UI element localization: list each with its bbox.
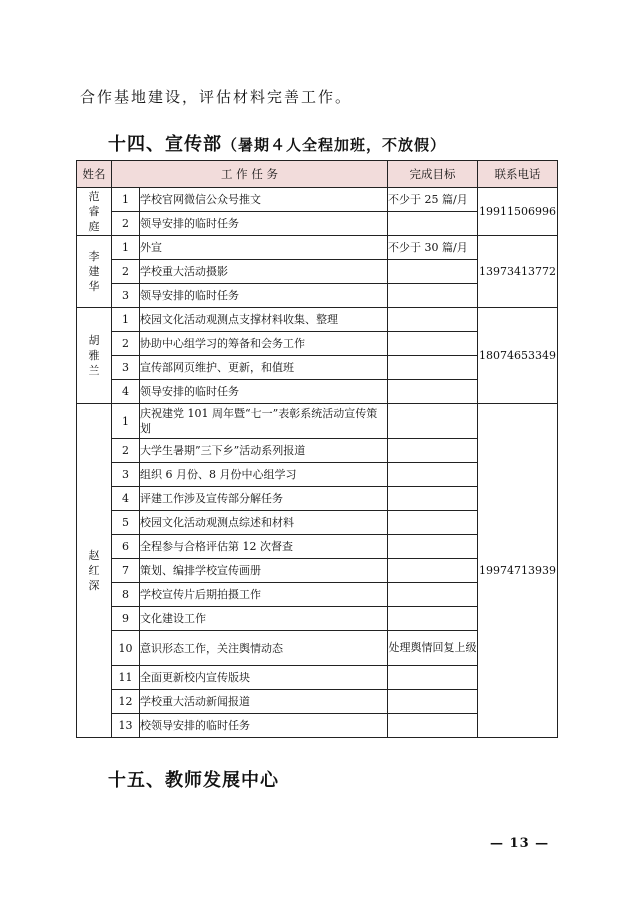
task-description: 领导安排的临时任务 [140, 380, 388, 404]
task-number: 11 [112, 666, 140, 690]
task-number: 1 [112, 236, 140, 260]
task-description: 大学生暑期”三下乡”活动系列报道 [140, 439, 388, 463]
task-target: 处理舆情回复上级 [388, 631, 478, 666]
task-number: 5 [112, 511, 140, 535]
task-target [388, 690, 478, 714]
contact-phone: 13973413772 [478, 236, 558, 308]
task-number: 6 [112, 535, 140, 559]
person-name [77, 404, 112, 738]
task-target [388, 284, 478, 308]
task-description: 庆祝建党 101 周年暨“七一”表彰系统活动宣传策划 [140, 404, 388, 439]
task-description: 协助中心组学习的筹备和会务工作 [140, 332, 388, 356]
task-description: 学校重大活动摄影 [140, 260, 388, 284]
person-name [77, 188, 112, 236]
task-target [388, 583, 478, 607]
table-header-row [77, 161, 558, 188]
section-14-heading [108, 130, 446, 156]
task-description: 领导安排的临时任务 [140, 212, 388, 236]
task-target [388, 439, 478, 463]
task-description: 评建工作涉及宣传部分解任务 [140, 487, 388, 511]
task-description: 策划、编排学校宣传画册 [140, 559, 388, 583]
header-phone: 联系电话 [478, 161, 558, 188]
task-target [388, 559, 478, 583]
task-number: 10 [112, 631, 140, 666]
task-number: 2 [112, 212, 140, 236]
contact-phone: 18074653349 [478, 308, 558, 404]
task-description: 外宣 [140, 236, 388, 260]
task-target [388, 260, 478, 284]
task-description: 学校宣传片后期拍摄工作 [140, 583, 388, 607]
task-number: 1 [112, 188, 140, 212]
person-name [77, 236, 112, 308]
task-target: 不少于 25 篇/月 [388, 188, 478, 212]
task-target [388, 404, 478, 439]
intro-paragraph: 合作基地建设，评估材料完善工作。 [80, 88, 353, 106]
task-number: 2 [112, 260, 140, 284]
section-15-heading: 十五、教师发展中心 [108, 770, 279, 791]
section-14-title: 十四、宣传部 [108, 134, 222, 155]
person-name-text: 范睿庭 [88, 190, 100, 233]
section-14-subtitle: （暑期４人全程加班，不放假） [222, 136, 447, 154]
task-number: 2 [112, 332, 140, 356]
task-target [388, 487, 478, 511]
task-number: 1 [112, 404, 140, 439]
task-target [388, 535, 478, 559]
contact-phone: 19974713939 [478, 404, 558, 738]
contact-phone: 19911506996 [478, 188, 558, 236]
task-description: 组织 6 月份、8 月份中心组学习 [140, 463, 388, 487]
task-description: 全面更新校内宣传版块 [140, 666, 388, 690]
task-description: 校园文化活动观测点综述和材料 [140, 511, 388, 535]
task-number: 3 [112, 463, 140, 487]
task-description: 文化建设工作 [140, 607, 388, 631]
header-target: 完成目标 [388, 161, 478, 188]
task-target [388, 511, 478, 535]
task-description: 宣传部网页维护、更新，和值班 [140, 356, 388, 380]
task-number: 2 [112, 439, 140, 463]
task-number: 3 [112, 356, 140, 380]
table-row [77, 236, 558, 260]
page-number: — 13 — [490, 836, 550, 851]
task-description: 学校官网微信公众号推文 [140, 188, 388, 212]
duty-table-body [77, 188, 558, 738]
task-description: 领导安排的临时任务 [140, 284, 388, 308]
task-number: 3 [112, 284, 140, 308]
task-target [388, 380, 478, 404]
task-description: 学校重大活动新闻报道 [140, 690, 388, 714]
task-number: 4 [112, 487, 140, 511]
task-number: 13 [112, 714, 140, 738]
header-task: 工 作 任 务 [112, 161, 388, 188]
task-description: 校园文化活动观测点支撑材料收集、整理 [140, 308, 388, 332]
person-name-text: 胡雅兰 [88, 334, 100, 377]
person-name [77, 308, 112, 404]
task-target [388, 212, 478, 236]
task-target [388, 607, 478, 631]
task-target [388, 308, 478, 332]
task-target: 不少于 30 篇/月 [388, 236, 478, 260]
table-row [77, 308, 558, 332]
task-number: 9 [112, 607, 140, 631]
table-row [77, 188, 558, 212]
task-number: 1 [112, 308, 140, 332]
task-number: 8 [112, 583, 140, 607]
task-target [388, 666, 478, 690]
header-name: 姓名 [77, 161, 112, 188]
task-description: 全程参与合格评估第 12 次督查 [140, 535, 388, 559]
person-name-text: 李建华 [88, 250, 100, 293]
task-number: 7 [112, 559, 140, 583]
task-description: 校领导安排的临时任务 [140, 714, 388, 738]
task-target [388, 332, 478, 356]
task-target [388, 463, 478, 487]
table-row [77, 404, 558, 439]
task-description: 意识形态工作，关注舆情动态 [140, 631, 388, 666]
task-number: 12 [112, 690, 140, 714]
person-name-text: 赵红深 [88, 549, 100, 592]
duty-table [76, 160, 558, 738]
task-target [388, 714, 478, 738]
task-number: 4 [112, 380, 140, 404]
task-target [388, 356, 478, 380]
